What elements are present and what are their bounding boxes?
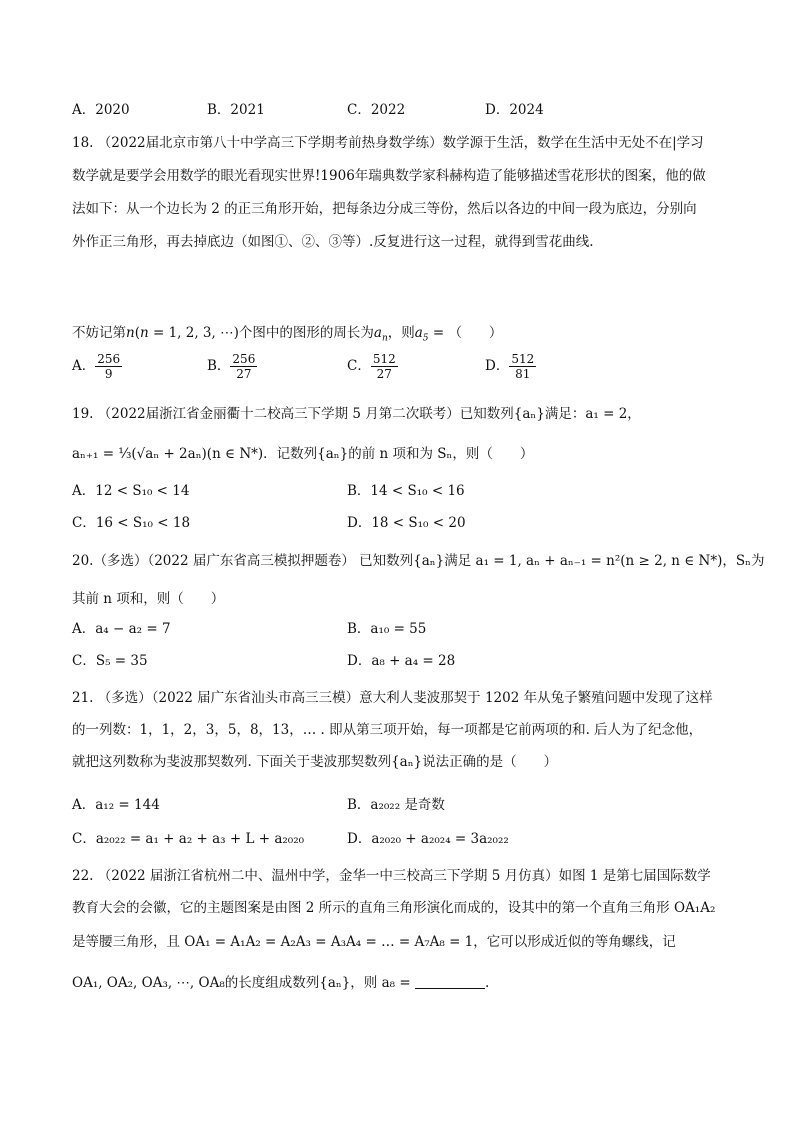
q18-text-a: 不妨记第 bbox=[72, 325, 126, 341]
q17-option-c: C．2022 bbox=[347, 102, 406, 118]
q22-line-4 bbox=[72, 973, 724, 993]
q18-text-c: ，则 bbox=[387, 325, 415, 341]
q19-option-a: A．12 < S₁₀ < 14 bbox=[72, 483, 190, 499]
q18-line-1: 18. （2022届北京市第八十中学高三下学期考前热身数学练）数学源于生活，数学在生活中无处不在|学习 bbox=[72, 135, 704, 151]
q18-option-b: B． $\frac{256}{27}$ bbox=[207, 352, 256, 381]
q20-option-a: A．a₄ − a₂ = 7 bbox=[72, 621, 171, 637]
q20-option-d: D．a₈ + a₄ = 28 bbox=[347, 653, 456, 669]
q22-text-b: . bbox=[484, 975, 490, 991]
q21-option-d: D．a₂₀₂₀ + a₂₀₂₄ = 3a₂₀₂₂ bbox=[347, 831, 509, 847]
q17-option-b: B．2021 bbox=[207, 102, 265, 118]
q22-text-a: OA₁, OA₂, OA₃, ⋯, OA₈的长度组成数列{aₙ}，则 a₈ = bbox=[72, 975, 411, 991]
q21-line-2: 的一列数：1，1，2，3，5，8，13，… . 即从第三项开始，每一项都是它前两项的和. 后人为了纪念他， bbox=[72, 722, 703, 738]
q19-option-d: D．18 < S₁₀ < 20 bbox=[347, 515, 466, 531]
q18-option-c: C． $\frac{512}{27}$ bbox=[347, 352, 396, 381]
q20-line-1: 20.（多选）（2022 届广东省高三模拟押题卷） 已知数列{aₙ}满足 a₁ = 1, aₙ + aₙ₋₁ = n²(n ≥ 2, n ∈ N*)，Sₙ为 bbox=[72, 553, 765, 569]
q22-line-2: 教育大会的会徽，它的主题图案是由图 2 所示的直角三角形演化而成的，设其中的第一个直角三角形 OA₁A₂ bbox=[72, 900, 716, 916]
q19-line-1: 19. （2022届浙江省金丽衢十二校高三下学期 5 月第二次联考）已知数列{aₙ}满足：a₁ = 2， bbox=[72, 406, 641, 422]
q18-line-2: 数学就是要学会用数学的眼光看现实世界!1906年瑞典数学家科赫构造了能够描述雪花形状的图案，他的做 bbox=[72, 168, 706, 184]
q18-math-n: n bbox=[126, 325, 135, 341]
q18-math-a5: $a_5$ bbox=[414, 325, 429, 344]
q21-option-c: C．a₂₀₂₂ = a₁ + a₂ + a₃ + L + a₂₀₂₀ bbox=[72, 831, 305, 847]
q18-option-a: A． $\frac{256}{9}$ bbox=[72, 352, 121, 381]
q18-text-d: （ ） bbox=[448, 325, 503, 341]
q18-math-an: $a_n$ bbox=[373, 325, 388, 344]
q19-option-b: B．14 < S₁₀ < 16 bbox=[347, 483, 465, 499]
q22-line-3: 是等腰三角形，且 OA₁ = A₁A₂ = A₂A₃ = A₃A₄ = … = A₇A₈ = 1，它可以形成近似的等角螺线，记 bbox=[72, 934, 676, 950]
q21-option-b: B．a₂₀₂₂ 是奇数 bbox=[347, 797, 445, 813]
q21-option-a: A．a₁₂ = 144 bbox=[72, 797, 160, 813]
q22-line-1: 22. （2022 届浙江省杭州二中、温州中学，金华一中三校高三下学期 5 月仿真）如图 1 是第七届国际数学 bbox=[72, 868, 711, 884]
q22-answer-blank[interactable] bbox=[415, 974, 485, 989]
q18-line-4: 外作正三角形，再去掉底边（如图①、②、③等）.反复进行这一过程，就得到雪花曲线. bbox=[72, 234, 594, 250]
q21-line-3: 就把这列数称为斐波那契数列. 下面关于斐波那契数列{aₙ}说法正确的是（ ） bbox=[72, 754, 558, 770]
q20-option-c: C．S₅ = 35 bbox=[72, 653, 148, 669]
q18-text-b: 个图中的图形的周长为 bbox=[238, 325, 374, 341]
q17-option-a: A．2020 bbox=[72, 102, 130, 118]
q19-option-c: C．16 < S₁₀ < 18 bbox=[72, 515, 191, 531]
q19-line-2: aₙ₊₁ = ⅓(√aₙ + 2aₙ)(n ∈ N*)．记数列{aₙ}的前 n 项和为 Sₙ，则（ ） bbox=[72, 446, 534, 462]
q20-option-b: B．a₁₀ = 55 bbox=[347, 621, 427, 637]
q18-option-d: D． $\frac{512}{81}$ bbox=[485, 352, 535, 381]
q17-option-d: D．2024 bbox=[485, 102, 544, 118]
q18-line-5: 不妨记第n(n = 1, 2, 3, ⋯)个图中的图形的周长为$a_n$，则$a_5$ = （ ） bbox=[72, 325, 503, 344]
q21-line-1: 21. （多选）（2022 届广东省汕头市高三三模）意大利人斐波那契于 1202 年从兔子繁殖问题中发现了这样 bbox=[72, 690, 713, 706]
q20-line-2: 其前 n 项和，则（ ） bbox=[72, 591, 225, 607]
q18-line-3: 法如下：从一个边长为 2 的正三角形开始，把每条边分成三等份，然后以各边的中间一段为底边，分别向 bbox=[72, 201, 697, 217]
